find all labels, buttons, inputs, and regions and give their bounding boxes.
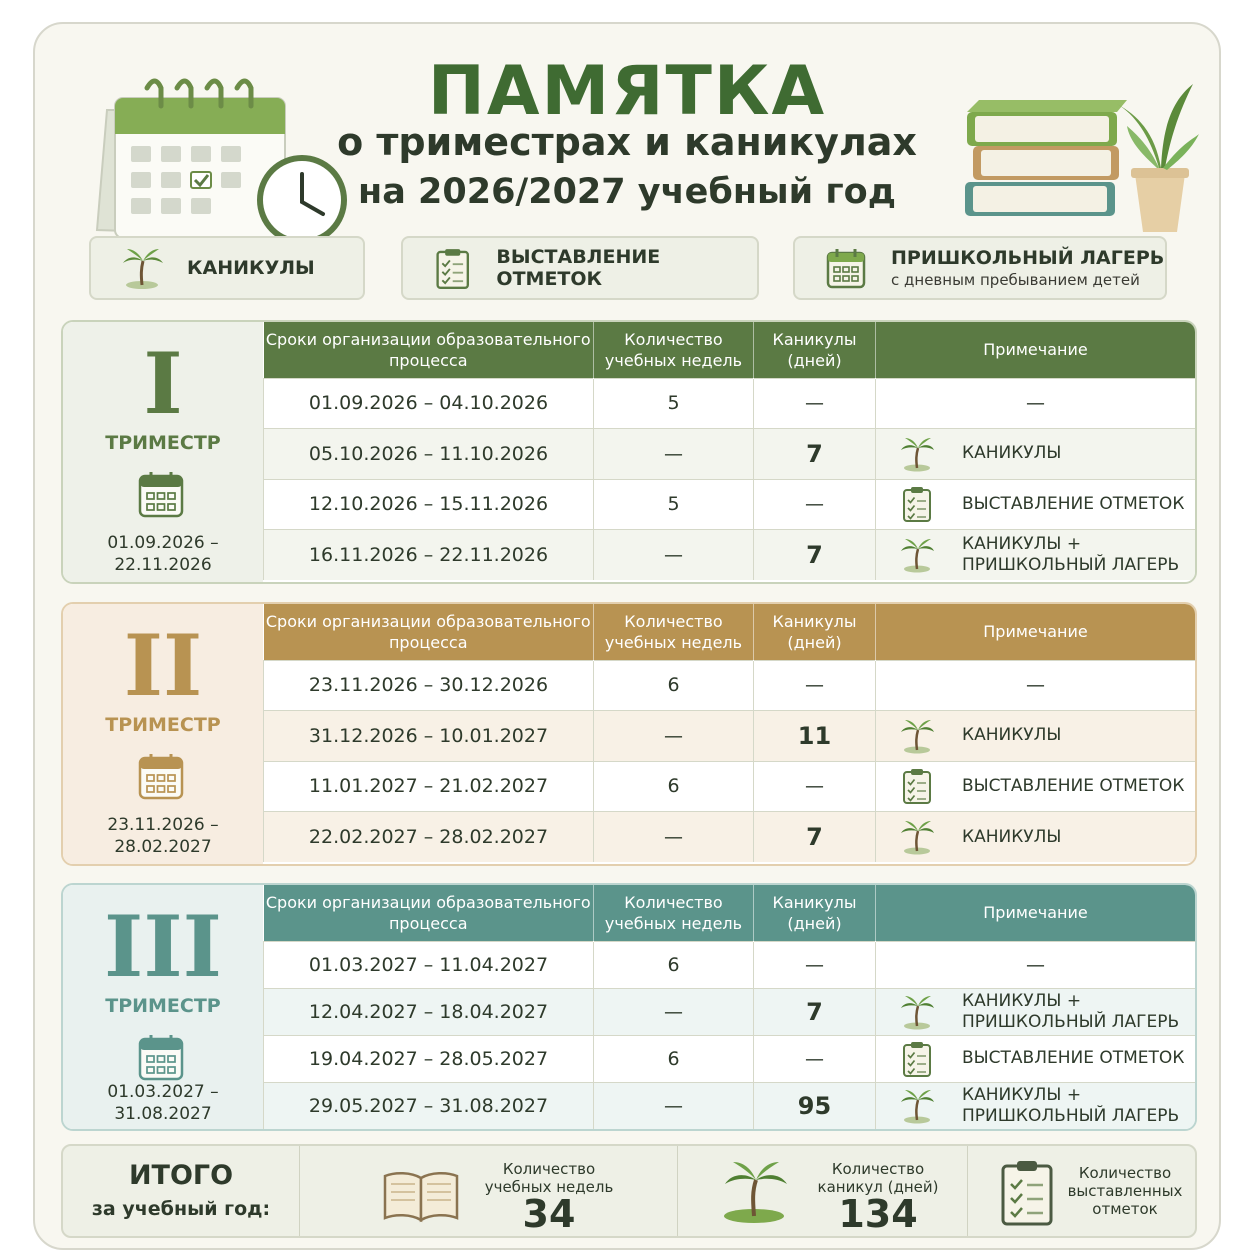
- palm-icon: [898, 818, 936, 856]
- weeks-cell: 5: [594, 479, 754, 530]
- table-row: [264, 660, 1196, 711]
- note-text: ВЫСТАВЛЕНИЕ ОТМЕТОК: [962, 775, 1185, 796]
- palm-icon: [898, 536, 936, 574]
- weeks-cell: —: [594, 988, 754, 1035]
- clipboard-checklist-icon: [997, 1158, 1057, 1228]
- legend-camp-sublabel: с дневным пребыванием детей: [891, 271, 1140, 289]
- totals-title: ИТОГО: [128, 1160, 234, 1191]
- totals-subtitle: за учебный год:: [91, 1198, 271, 1220]
- divider: [967, 1146, 968, 1236]
- days-cell: —: [754, 660, 876, 711]
- table-row: [264, 530, 1196, 581]
- palm-icon: [898, 717, 936, 755]
- memo-page: [33, 22, 1221, 1250]
- days-cell: 7: [754, 429, 876, 480]
- days-cell: 95: [754, 1082, 876, 1129]
- table-row: [264, 812, 1196, 863]
- column-header-note: Примечание: [876, 322, 1196, 378]
- column-header-weeks: Количество учебных недель: [594, 885, 754, 941]
- column-header-weeks: Количество учебных недель: [594, 322, 754, 378]
- note-cell: [876, 1082, 1196, 1129]
- legend-camp-text: [891, 247, 1164, 289]
- column-header-weeks: Количество учебных недель: [594, 604, 754, 660]
- totals-panel: [61, 1144, 1197, 1238]
- period-cell: 05.10.2026 – 11.10.2026: [264, 429, 594, 480]
- page-subtitle-year: на 2026/2027 учебный год: [358, 172, 896, 212]
- note-text: КАНИКУЛЫ: [962, 725, 1062, 746]
- note-text: КАНИКУЛЫ + ПРИШКОЛЬНЫЙ ЛАГЕРЬ: [962, 534, 1180, 575]
- palm-icon: [898, 1087, 936, 1125]
- trimester-number: I: [143, 334, 183, 433]
- weeks-cell: —: [594, 530, 754, 581]
- note-cell: [876, 479, 1196, 530]
- calendar-icon: [135, 468, 187, 520]
- table-header-row: [264, 322, 1196, 378]
- divider: [677, 1146, 678, 1236]
- page-subtitle: о триместрах и каникулах: [337, 120, 917, 164]
- weeks-cell: —: [594, 429, 754, 480]
- trimester-word: ТРИМЕСТР: [105, 432, 221, 454]
- trimester-word: ТРИМЕСТР: [105, 714, 221, 736]
- note-text: КАНИКУЛЫ: [962, 826, 1062, 847]
- trimester-label-column: [63, 604, 263, 864]
- trimester-date-range: 01.09.2026 – 22.11.2026: [107, 533, 219, 575]
- note-cell: [876, 1035, 1196, 1082]
- trimester-date-range: 23.11.2026 – 28.02.2027: [107, 815, 219, 857]
- days-cell: —: [754, 761, 876, 812]
- note-cell: [876, 530, 1196, 581]
- note-cell: —: [876, 660, 1196, 711]
- calendar-icon: [823, 245, 869, 291]
- table-header-row: [264, 885, 1196, 941]
- table-row: [264, 1035, 1196, 1082]
- weeks-cell: 6: [594, 941, 754, 988]
- days-cell: —: [754, 378, 876, 429]
- note-cell: [876, 761, 1196, 812]
- weeks-cell: —: [594, 1082, 754, 1129]
- weeks-cell: —: [594, 711, 754, 762]
- period-cell: 29.05.2027 – 31.08.2027: [264, 1082, 594, 1129]
- books-plant-illustration: [959, 64, 1199, 234]
- totals-days-value: 134: [838, 1192, 918, 1236]
- column-header-days: Каникулы (дней): [754, 604, 876, 660]
- open-book-icon: [381, 1168, 461, 1224]
- trimester-3: [61, 883, 1197, 1131]
- table-row: [264, 429, 1196, 480]
- palm-icon: [898, 993, 936, 1031]
- totals-days-label: Количество каникул (дней): [817, 1160, 939, 1196]
- days-cell: 7: [754, 530, 876, 581]
- note-cell: [876, 711, 1196, 762]
- table-row: [264, 761, 1196, 812]
- totals-weeks-label: Количество учебных недель: [484, 1160, 614, 1196]
- period-cell: 22.02.2027 – 28.02.2027: [264, 812, 594, 863]
- trimester-number: III: [104, 897, 222, 996]
- calendar-icon: [135, 1031, 187, 1083]
- days-cell: 7: [754, 988, 876, 1035]
- legend-camp-label: ПРИШКОЛЬНЫЙ ЛАГЕРЬ: [891, 247, 1165, 269]
- days-cell: 11: [754, 711, 876, 762]
- trimester-table: [263, 885, 1195, 1129]
- trimester-label-column: [63, 322, 263, 582]
- days-cell: —: [754, 1035, 876, 1082]
- note-cell: —: [876, 941, 1196, 988]
- palm-island-icon: [719, 1160, 789, 1226]
- period-cell: 12.10.2026 – 15.11.2026: [264, 479, 594, 530]
- note-text: КАНИКУЛЫ: [962, 443, 1062, 464]
- legend-holidays: [89, 236, 365, 300]
- divider: [299, 1146, 300, 1236]
- column-header-days: Каникулы (дней): [754, 885, 876, 941]
- legend-holidays-label: КАНИКУЛЫ: [187, 257, 315, 279]
- clipboard-icon: [898, 485, 936, 523]
- trimester-number: II: [123, 616, 203, 715]
- trimester-2: [61, 602, 1197, 866]
- period-cell: 11.01.2027 – 21.02.2027: [264, 761, 594, 812]
- column-header-days: Каникулы (дней): [754, 322, 876, 378]
- column-header-period: Сроки организации образовательного процесса: [265, 611, 591, 652]
- table-row: [264, 378, 1196, 429]
- trimester-date-range: 01.03.2027 – 31.08.2027: [107, 1082, 219, 1124]
- weeks-cell: 5: [594, 378, 754, 429]
- trimester-word: ТРИМЕСТР: [105, 995, 221, 1017]
- note-text: ВЫСТАВЛЕНИЕ ОТМЕТОК: [962, 1048, 1185, 1068]
- clipboard-icon: [431, 245, 474, 291]
- weeks-cell: 6: [594, 1035, 754, 1082]
- trimester-table: [263, 604, 1195, 862]
- clipboard-icon: [898, 767, 936, 805]
- totals-weeks-value: 34: [522, 1192, 576, 1236]
- note-cell: [876, 988, 1196, 1035]
- days-cell: 7: [754, 812, 876, 863]
- totals-grading-label: Количество выставленных отметок: [1067, 1164, 1183, 1218]
- days-cell: —: [754, 479, 876, 530]
- table-row: [264, 1082, 1196, 1129]
- period-cell: 16.11.2026 – 22.11.2026: [264, 530, 594, 581]
- note-cell: [876, 812, 1196, 863]
- weeks-cell: 6: [594, 660, 754, 711]
- table-header-row: [264, 604, 1196, 660]
- table-row: [264, 988, 1196, 1035]
- column-header-period: Сроки организации образовательного процесса: [265, 329, 591, 370]
- trimester-table: [263, 322, 1195, 580]
- period-cell: 01.09.2026 – 04.10.2026: [264, 378, 594, 429]
- days-cell: —: [754, 941, 876, 988]
- table-row: [264, 479, 1196, 530]
- clipboard-icon: [898, 1040, 936, 1078]
- note-text: КАНИКУЛЫ + ПРИШКОЛЬНЫЙ ЛАГЕРЬ: [962, 990, 1180, 1032]
- period-cell: 19.04.2027 – 28.05.2027: [264, 1035, 594, 1082]
- table-row: [264, 941, 1196, 988]
- note-text: КАНИКУЛЫ + ПРИШКОЛЬНЫЙ ЛАГЕРЬ: [962, 1084, 1180, 1126]
- legend-grading: [401, 236, 759, 300]
- column-header-note: Примечание: [876, 885, 1196, 941]
- period-cell: 23.11.2026 – 30.12.2026: [264, 660, 594, 711]
- note-cell: [876, 429, 1196, 480]
- period-cell: 31.12.2026 – 10.01.2027: [264, 711, 594, 762]
- weeks-cell: —: [594, 812, 754, 863]
- note-text: ВЫСТАВЛЕНИЕ ОТМЕТОК: [962, 493, 1185, 514]
- palm-icon: [119, 245, 165, 291]
- palm-icon: [898, 435, 936, 473]
- note-cell: —: [876, 378, 1196, 429]
- column-header-period: Сроки организации образовательного процесса: [265, 892, 591, 933]
- table-row: [264, 711, 1196, 762]
- period-cell: 12.04.2027 – 18.04.2027: [264, 988, 594, 1035]
- column-header-note: Примечание: [876, 604, 1196, 660]
- legend-camp: [793, 236, 1167, 300]
- period-cell: 01.03.2027 – 11.04.2027: [264, 941, 594, 988]
- calendar-icon: [135, 750, 187, 802]
- weeks-cell: 6: [594, 761, 754, 812]
- page-title: ПАМЯТКА: [427, 52, 827, 131]
- legend-grading-label: ВЫСТАВЛЕНИЕ ОТМЕТОК: [496, 246, 661, 290]
- trimester-label-column: [63, 885, 263, 1129]
- trimester-1: [61, 320, 1197, 584]
